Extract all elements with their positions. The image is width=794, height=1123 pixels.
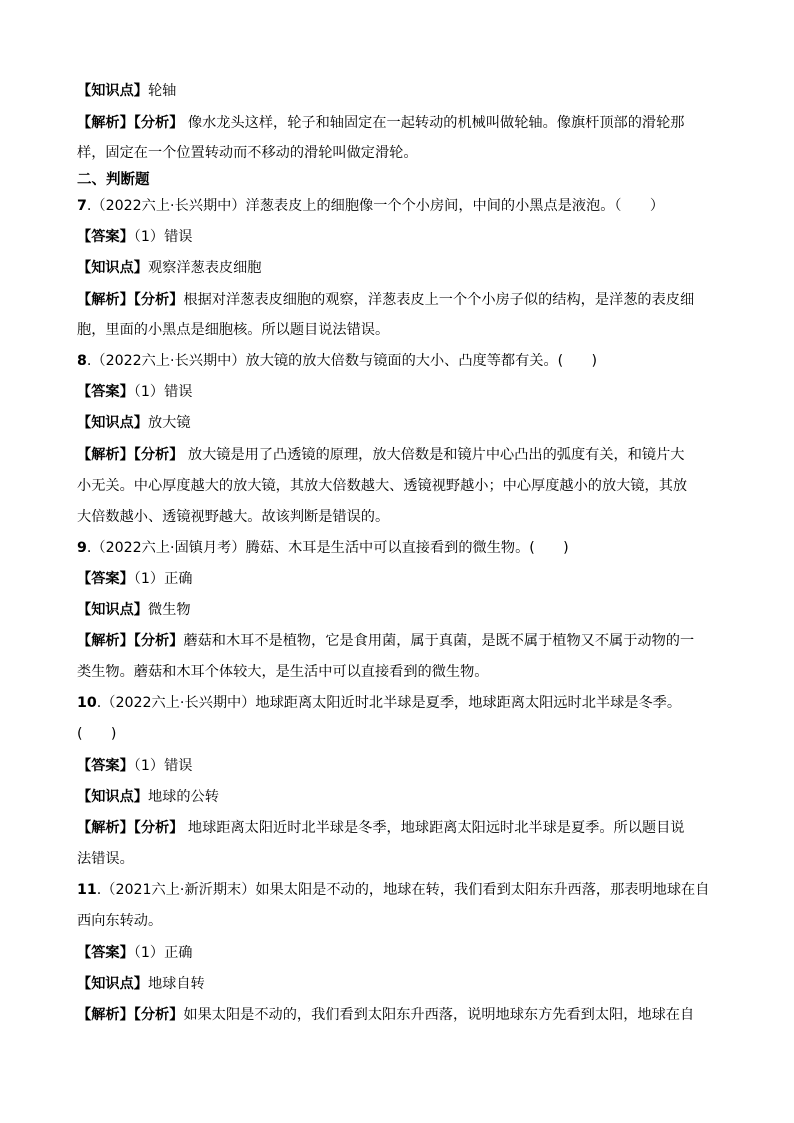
answer-text: （1）正确 [133, 571, 193, 587]
question-stem [77, 351, 717, 371]
question-text: .（2022六上·长兴期中）放大镜的放大倍数与镜面的大小、凸度等都有关。( ) [86, 353, 598, 369]
knowledge-line [77, 258, 717, 278]
question-number: 10 [77, 695, 97, 711]
knowledge-text: 地球自转 [147, 976, 205, 992]
answer-tag: 【答案】 [77, 945, 134, 961]
analysis-tag: 【解析】【分析】 [77, 633, 184, 649]
analysis-continuation: 类生物。蘑菇和木耳个体较大，是生活中可以直接看到的微生物。 [77, 664, 489, 680]
analysis-continuation: 样，固定在一个位置转动而不移动的滑轮叫做定滑轮。 [77, 145, 418, 161]
question-stem [77, 880, 717, 900]
analysis-line [77, 631, 717, 651]
question-blank: ( ) [77, 726, 117, 742]
analysis-continuation: 大倍数越小、透镜视野越大。故该判断是错误的。 [77, 509, 390, 525]
knowledge-text: 地球的公转 [147, 789, 219, 805]
analysis-text: 根据对洋葱表皮细胞的观察，洋葱表皮上一个个小房子似的结构，是洋葱的表皮细 [183, 292, 695, 308]
question-number: 8 [77, 353, 87, 369]
knowledge-tag: 【知识点】 [77, 83, 148, 99]
knowledge-tag: 【知识点】 [77, 789, 148, 805]
analysis-tag: 【解析】【分析】 [77, 1007, 184, 1023]
question-continuation: 西向东转动。 [77, 913, 163, 929]
knowledge-line [77, 974, 717, 994]
knowledge-line [77, 787, 717, 807]
answer-text: （1）错误 [133, 229, 193, 245]
question-stem [77, 196, 717, 216]
analysis-text: 如果太阳是不动的，我们看到太阳东升西落，说明地球东方先看到太阳，地球在自 [183, 1007, 695, 1023]
analysis-tag: 【解析】【分析】 [77, 447, 184, 463]
answer-text: （1）错误 [133, 384, 193, 400]
knowledge-text: 放大镜 [147, 415, 191, 431]
knowledge-line [77, 413, 717, 433]
question-stem [77, 538, 717, 558]
answer-line [77, 756, 717, 776]
question-number: 9 [77, 540, 87, 556]
answer-line [77, 382, 717, 402]
knowledge-line [77, 81, 717, 101]
analysis-continuation: 胞，里面的小黑点是细胞核。所以题目说法错误。 [77, 322, 390, 338]
analysis-line [77, 290, 717, 310]
knowledge-tag: 【知识点】 [77, 976, 148, 992]
knowledge-tag: 【知识点】 [77, 602, 148, 618]
question-number: 11 [77, 882, 97, 898]
analysis-tag: 【解析】【分析】 [77, 820, 184, 836]
analysis-text: 蘑菇和木耳不是植物，它是食用菌，属于真菌，是既不属于植物又不属于动物的一 [183, 633, 695, 649]
question-number: 7 [77, 198, 87, 214]
question-text: .（2022六上·长兴期中）洋葱表皮上的细胞像一个个小房间，中间的小黑点是液泡。（ ） [86, 198, 665, 214]
answer-tag: 【答案】 [77, 384, 134, 400]
analysis-tag: 【解析】【分析】 [77, 292, 184, 308]
analysis-continuation: 小无关。中心厚度越大的放大镜，其放大倍数越大、透镜视野越小；中心厚度越小的放大镜，其放 [77, 478, 688, 494]
analysis-line [77, 1005, 717, 1025]
question-text: .（2022六上·固镇月考）腾菇、木耳是生活中可以直接看到的微生物。( ) [86, 540, 569, 556]
question-stem [77, 693, 717, 713]
answer-tag: 【答案】 [77, 758, 134, 774]
knowledge-line [77, 600, 717, 620]
analysis-text: 地球距离太阳近时北半球是冬季，地球距离太阳远时北半球是夏季。所以题目说 [183, 820, 685, 836]
knowledge-text: 微生物 [147, 602, 191, 618]
answer-tag: 【答案】 [77, 571, 134, 587]
analysis-text: 放大镜是用了凸透镜的原理，放大倍数是和镜片中心凸出的弧度有关，和镜片大 [183, 447, 685, 463]
answer-text: （1）正确 [133, 945, 193, 961]
knowledge-tag: 【知识点】 [77, 260, 148, 276]
analysis-line [77, 113, 717, 133]
answer-tag: 【答案】 [77, 229, 134, 245]
knowledge-text: 轮轴 [147, 83, 177, 99]
analysis-line [77, 818, 717, 838]
section-title: 二、判断题 [77, 172, 150, 188]
answer-text: （1）错误 [133, 758, 193, 774]
answer-line [77, 227, 717, 247]
analysis-tag: 【解析】【分析】 [77, 115, 184, 131]
question-text: .（2022六上·长兴期中）地球距离太阳近时北半球是夏季，地球距离太阳远时北半球是冬季。 [96, 695, 682, 711]
analysis-text: 像水龙头这样，轮子和轴固定在一起转动的机械叫做轮轴。像旗杆顶部的滑轮那 [183, 115, 685, 131]
knowledge-text: 观察洋葱表皮细胞 [147, 260, 262, 276]
knowledge-tag: 【知识点】 [77, 415, 148, 431]
analysis-line [77, 445, 717, 465]
answer-line [77, 943, 717, 963]
analysis-continuation: 法错误。 [77, 851, 134, 867]
answer-line [77, 569, 717, 589]
question-text: .（2021六上·新沂期末）如果太阳是不动的，地球在转，我们看到太阳东升西落，那表明地球在自 [96, 882, 710, 898]
